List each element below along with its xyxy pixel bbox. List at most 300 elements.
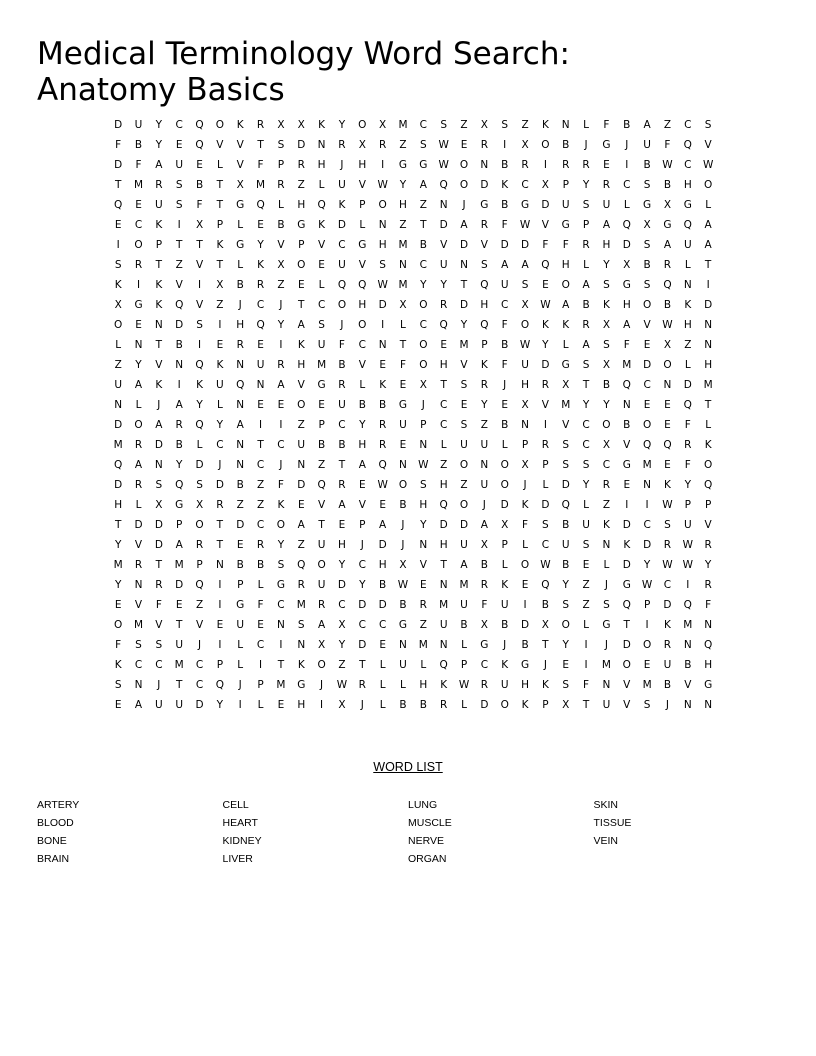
grid-letter: N xyxy=(236,459,245,471)
grid-letter: Q xyxy=(215,679,225,691)
grid-letter: P xyxy=(704,499,712,511)
grid-letter: O xyxy=(358,319,367,331)
grid-letter: E xyxy=(664,419,671,431)
grid-letter: R xyxy=(134,439,143,451)
grid-letter: I xyxy=(259,419,263,431)
grid-letter: N xyxy=(480,459,489,471)
grid-letter: X xyxy=(562,699,570,711)
grid-letter: K xyxy=(541,319,549,331)
grid-letter: R xyxy=(602,179,611,191)
grid-letter: I xyxy=(218,599,222,611)
grid-letter: G xyxy=(236,199,245,211)
grid-letter: F xyxy=(135,159,142,171)
grid-letter: Z xyxy=(602,499,611,511)
grid-letter: E xyxy=(643,659,651,671)
grid-letter: A xyxy=(175,399,183,411)
grid-letter: G xyxy=(398,159,408,171)
grid-letter: T xyxy=(114,179,122,191)
grid-letter: F xyxy=(155,599,162,611)
grid-letter: C xyxy=(256,459,265,471)
grid-letter: R xyxy=(521,159,529,171)
grid-letter: A xyxy=(501,259,509,271)
grid-letter: L xyxy=(400,319,406,331)
grid-letter: R xyxy=(562,159,570,171)
grid-letter: K xyxy=(704,439,712,451)
grid-letter: K xyxy=(684,299,692,311)
grid-letter: Z xyxy=(663,119,672,131)
grid-letter: M xyxy=(398,279,408,291)
grid-letter: D xyxy=(134,519,143,531)
grid-letter: B xyxy=(175,339,183,351)
grid-letter: L xyxy=(318,279,325,291)
grid-letter: J xyxy=(665,699,669,711)
grid-letter: O xyxy=(561,619,570,631)
grid-letter: E xyxy=(318,259,325,271)
grid-letter: T xyxy=(155,559,163,571)
grid-row xyxy=(108,215,718,235)
grid-letter: M xyxy=(174,659,184,671)
grid-letter: O xyxy=(520,319,530,331)
grid-letter: U xyxy=(236,619,245,631)
grid-letter: C xyxy=(419,259,427,271)
grid-letter: L xyxy=(257,699,264,711)
grid-letter: T xyxy=(542,639,549,651)
grid-letter: H xyxy=(378,559,387,571)
grid-letter: W xyxy=(438,159,449,171)
grid-letter: S xyxy=(114,259,122,271)
grid-letter: Z xyxy=(256,479,265,491)
grid-letter: O xyxy=(520,559,530,571)
grid-letter: U xyxy=(317,539,326,551)
grid-letter: V xyxy=(562,419,570,431)
grid-letter: H xyxy=(378,239,387,251)
page-title xyxy=(37,36,737,108)
grid-letter: V xyxy=(440,239,448,251)
grid-letter: I xyxy=(381,159,385,171)
grid-row xyxy=(108,155,718,175)
grid-letter: X xyxy=(602,319,611,331)
grid-letter: S xyxy=(155,479,163,491)
grid-letter: C xyxy=(582,439,590,451)
grid-letter: B xyxy=(256,559,265,571)
grid-letter: D xyxy=(500,239,509,251)
grid-letter: J xyxy=(584,139,588,151)
grid-letter: X xyxy=(480,539,488,551)
grid-letter: Q xyxy=(683,139,692,151)
grid-letter: I xyxy=(218,319,222,331)
grid-letter: Y xyxy=(135,359,142,371)
grid-letter: B xyxy=(338,359,346,371)
grid-letter: U xyxy=(500,679,509,691)
grid-letter: Z xyxy=(256,499,265,511)
grid-letter: C xyxy=(175,119,183,131)
grid-letter: L xyxy=(583,259,589,271)
grid-letter: M xyxy=(113,439,123,451)
grid-letter: W xyxy=(682,539,693,551)
grid-letter: B xyxy=(643,259,651,271)
grid-letter: J xyxy=(604,579,608,591)
grid-letter: H xyxy=(439,359,448,371)
grid-letter: Y xyxy=(359,579,366,591)
grid-letter: F xyxy=(583,679,590,691)
grid-letter: Q xyxy=(256,199,265,211)
grid-letter: N xyxy=(317,139,326,151)
grid-letter: V xyxy=(195,299,204,311)
grid-letter: W xyxy=(377,479,388,491)
grid-letter: H xyxy=(602,239,611,251)
grid-letter: O xyxy=(500,479,509,491)
letter-grid xyxy=(108,115,718,715)
grid-letter: L xyxy=(400,679,406,691)
grid-letter: S xyxy=(643,239,651,251)
grid-letter: W xyxy=(540,299,551,311)
grid-letter: K xyxy=(541,119,549,131)
grid-letter: X xyxy=(521,399,529,411)
grid-letter: L xyxy=(461,639,467,651)
grid-letter: N xyxy=(704,339,713,351)
grid-letter: P xyxy=(562,179,569,191)
grid-letter: C xyxy=(501,299,509,311)
grid-letter: Q xyxy=(195,359,204,371)
grid-letter: K xyxy=(623,539,631,551)
grid-letter: V xyxy=(318,499,326,511)
grid-letter: G xyxy=(134,299,143,311)
grid-letter: R xyxy=(134,479,143,491)
grid-letter: P xyxy=(501,539,508,551)
grid-letter: S xyxy=(664,519,671,531)
grid-letter: E xyxy=(460,139,468,151)
grid-letter: R xyxy=(440,699,448,711)
grid-letter: D xyxy=(643,359,652,371)
grid-letter: L xyxy=(237,259,244,271)
grid-letter: E xyxy=(562,659,570,671)
grid-letter: H xyxy=(114,499,123,511)
grid-letter: U xyxy=(643,139,651,151)
grid-letter: N xyxy=(480,159,489,171)
grid-letter: X xyxy=(602,359,611,371)
grid-letter: S xyxy=(562,679,570,691)
grid-letter: Y xyxy=(440,279,447,291)
grid-letter: Q xyxy=(256,319,265,331)
grid-letter: U xyxy=(602,699,611,711)
grid-letter: Y xyxy=(562,639,569,651)
grid-letter: N xyxy=(297,639,306,651)
grid-letter: H xyxy=(236,319,245,331)
grid-letter: H xyxy=(622,299,631,311)
grid-letter: A xyxy=(318,619,326,631)
grid-letter: S xyxy=(603,339,610,351)
grid-letter: Z xyxy=(338,659,346,671)
grid-letter: A xyxy=(623,319,631,331)
grid-letter: F xyxy=(399,359,406,371)
grid-letter: H xyxy=(480,299,489,311)
grid-letter: K xyxy=(318,219,326,231)
grid-letter: K xyxy=(521,499,529,511)
grid-letter: C xyxy=(684,159,692,171)
grid-letter: R xyxy=(480,579,488,591)
grid-letter: F xyxy=(501,359,508,371)
grid-letter: B xyxy=(541,599,549,611)
grid-letter: F xyxy=(522,519,529,531)
grid-letter: G xyxy=(317,379,326,391)
grid-row xyxy=(108,695,718,715)
grid-letter: I xyxy=(116,239,120,251)
grid-letter: H xyxy=(399,199,407,211)
grid-letter: A xyxy=(704,239,712,251)
grid-letter: Z xyxy=(399,139,407,151)
grid-letter: Z xyxy=(297,179,305,191)
grid-letter: N xyxy=(561,119,570,131)
grid-letter: M xyxy=(398,239,408,251)
grid-letter: T xyxy=(318,519,325,531)
grid-letter: A xyxy=(480,519,488,531)
grid-letter: X xyxy=(623,259,631,271)
grid-letter: U xyxy=(175,159,184,171)
grid-letter: A xyxy=(460,559,468,571)
grid-letter: D xyxy=(154,439,163,451)
grid-letter: J xyxy=(604,639,608,651)
grid-letter: U xyxy=(338,179,346,191)
grid-letter: A xyxy=(602,219,611,231)
grid-letter: I xyxy=(706,279,710,291)
grid-letter: Y xyxy=(643,559,651,571)
grid-letter: B xyxy=(399,699,407,711)
grid-letter: A xyxy=(134,459,143,471)
grid-letter: B xyxy=(277,219,285,231)
grid-letter: Y xyxy=(582,479,590,491)
grid-letter: I xyxy=(279,339,283,351)
grid-letter: L xyxy=(501,439,508,451)
grid-letter: X xyxy=(277,119,285,131)
grid-letter: R xyxy=(541,439,550,451)
grid-letter: L xyxy=(583,619,589,631)
grid-letter: L xyxy=(115,339,122,351)
grid-letter: R xyxy=(297,159,305,171)
grid-letter: N xyxy=(663,379,672,391)
grid-letter: T xyxy=(359,659,366,671)
grid-letter: Y xyxy=(704,559,712,571)
grid-letter: D xyxy=(704,299,713,311)
grid-letter: A xyxy=(297,519,305,531)
grid-letter: W xyxy=(519,339,531,351)
grid-letter: B xyxy=(623,119,631,131)
grid-letter: S xyxy=(114,679,122,691)
grid-letter: U xyxy=(175,699,184,711)
grid-letter: F xyxy=(501,219,508,231)
grid-letter: T xyxy=(216,179,224,191)
grid-letter: V xyxy=(358,359,366,371)
grid-letter: Q xyxy=(439,499,448,511)
grid-letter: A xyxy=(663,239,672,251)
grid-letter: D xyxy=(643,539,652,551)
grid-letter: R xyxy=(338,479,346,491)
grid-letter: L xyxy=(359,379,366,391)
grid-letter: S xyxy=(582,359,590,371)
grid-letter: B xyxy=(684,659,692,671)
grid-letter: E xyxy=(379,639,386,651)
grid-letter: V xyxy=(541,399,549,411)
grid-letter: P xyxy=(257,679,264,691)
grid-letter: T xyxy=(338,459,346,471)
grid-letter: U xyxy=(500,279,509,291)
grid-letter: W xyxy=(519,219,531,231)
grid-letter: I xyxy=(279,639,283,651)
grid-letter: A xyxy=(134,379,143,391)
grid-letter: D xyxy=(114,159,123,171)
grid-letter: T xyxy=(216,519,224,531)
grid-letter: T xyxy=(216,539,224,551)
grid-letter: C xyxy=(277,599,285,611)
word-list-item: LUNG xyxy=(408,799,438,811)
grid-letter: Z xyxy=(440,459,448,471)
grid-letter: O xyxy=(419,299,428,311)
grid-letter: Q xyxy=(683,399,692,411)
grid-letter: M xyxy=(683,619,693,631)
grid-letter: N xyxy=(439,579,448,591)
grid-letter: J xyxy=(218,459,222,471)
grid-letter: M xyxy=(398,119,408,131)
grid-letter: D xyxy=(297,139,306,151)
grid-letter: V xyxy=(480,239,488,251)
grid-letter: K xyxy=(602,299,610,311)
grid-letter: Q xyxy=(480,279,489,291)
grid-letter: D xyxy=(154,519,163,531)
grid-letter: Y xyxy=(420,519,427,531)
grid-letter: P xyxy=(237,579,244,591)
grid-letter: X xyxy=(643,219,651,231)
grid-letter: A xyxy=(582,339,590,351)
grid-letter: U xyxy=(521,359,529,371)
grid-letter: A xyxy=(460,219,468,231)
grid-letter: B xyxy=(562,139,570,151)
grid-letter: H xyxy=(297,199,306,211)
grid-letter: P xyxy=(176,519,183,531)
grid-letter: S xyxy=(501,119,509,131)
grid-letter: W xyxy=(397,579,409,591)
grid-letter: R xyxy=(480,379,488,391)
grid-letter: X xyxy=(277,259,285,271)
grid-row xyxy=(108,655,718,675)
grid-letter: P xyxy=(460,659,468,671)
grid-letter: V xyxy=(623,699,631,711)
grid-letter: K xyxy=(236,119,244,131)
grid-row xyxy=(108,255,718,275)
grid-letter: C xyxy=(134,219,143,231)
grid-letter: T xyxy=(257,439,264,451)
grid-letter: F xyxy=(664,139,671,151)
grid-letter: L xyxy=(379,699,386,711)
grid-letter: G xyxy=(520,659,530,671)
grid-letter: C xyxy=(317,299,326,311)
grid-letter: N xyxy=(378,339,387,351)
grid-letter: C xyxy=(480,659,489,671)
grid-letter: H xyxy=(297,359,306,371)
grid-letter: B xyxy=(663,679,672,691)
grid-letter: L xyxy=(135,399,142,411)
grid-letter: K xyxy=(664,619,671,631)
grid-letter: Z xyxy=(460,119,468,131)
grid-letter: L xyxy=(237,659,244,671)
grid-letter: C xyxy=(358,619,366,631)
grid-letter: S xyxy=(297,619,305,631)
grid-letter: B xyxy=(236,479,244,491)
grid-row xyxy=(108,395,718,415)
grid-letter: P xyxy=(420,419,427,431)
grid-letter: G xyxy=(520,199,530,211)
grid-letter: B xyxy=(602,379,611,391)
grid-letter: B xyxy=(643,159,651,171)
grid-letter: S xyxy=(277,559,285,571)
grid-letter: J xyxy=(238,679,242,691)
grid-letter: O xyxy=(459,159,469,171)
grid-letter: O xyxy=(378,199,387,211)
grid-letter: D xyxy=(541,359,550,371)
grid-letter: G xyxy=(622,459,631,471)
grid-letter: Q xyxy=(663,279,672,291)
grid-letter: O xyxy=(663,359,672,371)
grid-letter: K xyxy=(379,379,387,391)
grid-letter: N xyxy=(439,639,448,651)
grid-letter: T xyxy=(623,619,630,631)
grid-letter: A xyxy=(297,319,305,331)
grid-letter: Q xyxy=(683,219,692,231)
grid-letter: I xyxy=(238,699,242,711)
grid-letter: S xyxy=(196,479,203,491)
grid-letter: Y xyxy=(114,539,122,551)
grid-letter: D xyxy=(215,479,224,491)
grid-letter: Q xyxy=(704,479,713,491)
grid-letter: A xyxy=(134,699,143,711)
grid-letter: G xyxy=(236,599,245,611)
grid-letter: O xyxy=(459,459,469,471)
grid-letter: J xyxy=(543,659,547,671)
grid-letter: Y xyxy=(257,239,264,251)
grid-letter: V xyxy=(216,139,224,151)
grid-letter: V xyxy=(236,139,244,151)
grid-letter: B xyxy=(480,559,488,571)
grid-letter: G xyxy=(276,579,285,591)
grid-letter: D xyxy=(459,239,469,251)
grid-letter: D xyxy=(378,599,387,611)
grid-letter: G xyxy=(663,219,672,231)
grid-letter: V xyxy=(277,239,285,251)
grid-letter: A xyxy=(358,459,366,471)
grid-letter: N xyxy=(683,279,692,291)
grid-letter: V xyxy=(358,259,366,271)
grid-letter: X xyxy=(399,299,407,311)
grid-letter: E xyxy=(135,199,142,211)
grid-letter: V xyxy=(623,439,631,451)
grid-letter: X xyxy=(216,279,224,291)
grid-letter: C xyxy=(256,519,265,531)
grid-letter: K xyxy=(602,519,610,531)
grid-letter: L xyxy=(705,199,712,211)
grid-letter: X xyxy=(297,119,305,131)
grid-letter: Y xyxy=(542,339,549,351)
grid-letter: C xyxy=(338,599,346,611)
grid-letter: O xyxy=(642,299,652,311)
grid-letter: U xyxy=(439,259,448,271)
grid-letter: E xyxy=(542,279,549,291)
grid-letter: C xyxy=(358,559,366,571)
grid-letter: U xyxy=(663,659,672,671)
grid-row xyxy=(108,115,718,135)
grid-letter: S xyxy=(419,479,427,491)
grid-letter: U xyxy=(582,519,590,531)
grid-letter: N xyxy=(704,319,713,331)
grid-letter: K xyxy=(155,379,163,391)
grid-letter: E xyxy=(257,399,264,411)
